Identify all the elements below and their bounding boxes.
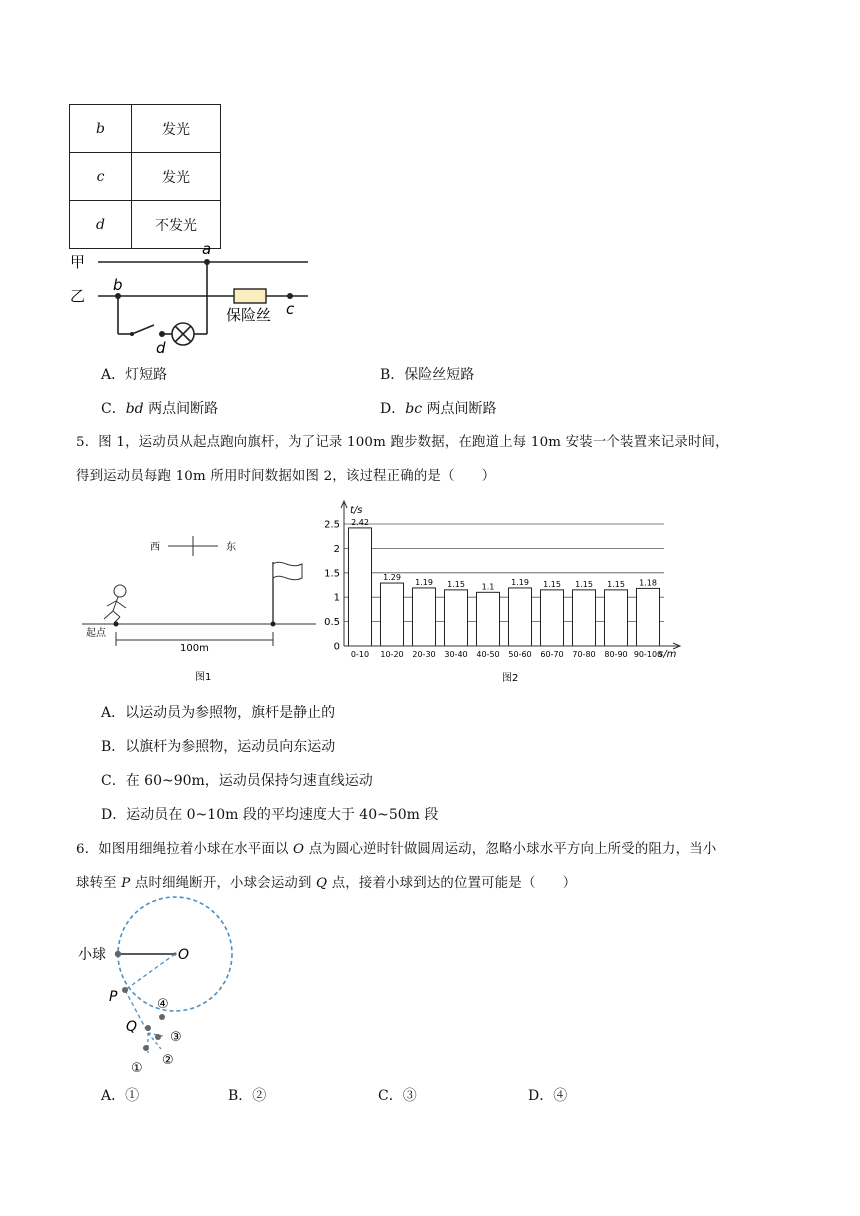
bar	[380, 583, 403, 646]
label-ball: 小球	[78, 947, 106, 963]
bar	[412, 588, 435, 646]
stem-text: 点为圆心逆时针做圆周运动，忽略小球水平方向上所受的阻力，当小	[304, 842, 717, 857]
label-distance: 100m	[180, 643, 209, 654]
stem-variable-q: Q	[316, 876, 328, 891]
q6-option-d[interactable]: D．④	[528, 1088, 568, 1104]
q4-option-c[interactable]	[101, 398, 218, 418]
x-tick-label: 0-10	[350, 650, 370, 659]
x-tick-label: 90-100	[633, 650, 663, 659]
label-p: P	[109, 989, 118, 1005]
label-jia: 甲	[70, 253, 86, 271]
x-axis-label: s/m	[658, 649, 677, 660]
bar	[636, 588, 659, 646]
table-cell-point: c	[70, 153, 132, 201]
q6-option-c[interactable]: C．③	[378, 1088, 417, 1104]
x-tick-label: 10-20	[380, 650, 404, 659]
label-east: 东	[226, 542, 236, 553]
x-tick-label: 70-80	[572, 650, 596, 659]
table-cell-point: d	[70, 201, 132, 249]
q4-option-b[interactable]: B．保险丝短路	[380, 367, 475, 383]
y-tick-label: 2	[333, 543, 340, 555]
q6-stem-line-2	[76, 872, 576, 891]
bar-value-label: 1.19	[511, 577, 529, 587]
bar	[508, 588, 531, 646]
q5-option-c[interactable]: C．在 60~90m，运动员保持匀速直线运动	[101, 773, 373, 789]
stem-text: 6．如图用细绳拉着小球在水平面以	[76, 842, 294, 857]
radius-op	[125, 954, 175, 990]
stem-text: 点时细绳断开，小球会运动到	[130, 876, 317, 891]
stem-variable-p: P	[121, 876, 131, 891]
bar-value-label: 1.19	[415, 577, 433, 587]
y-axis-label: t/s	[350, 505, 363, 516]
label-point-b: b	[113, 276, 123, 294]
table-cell-result: 发光	[132, 153, 221, 201]
q5-option-a[interactable]: A．以运动员为参照物，旗杆是静止的	[101, 705, 336, 721]
option-variable: bd	[125, 401, 144, 417]
table-cell-result: 发光	[132, 105, 221, 153]
stem-text: 点，接着小球到达的位置可能是（ ）	[327, 876, 577, 891]
label-point-d: d	[156, 339, 166, 357]
chart-x-ticks	[351, 650, 662, 659]
y-tick-label: 1	[333, 592, 340, 604]
bar-value-label: 1.15	[575, 579, 593, 589]
table-cell-point: b	[70, 105, 132, 153]
option-text: 两点间断路	[148, 401, 219, 417]
y-tick-label: 2.5	[324, 519, 340, 531]
table-row	[70, 153, 221, 201]
x-tick-label: 30-40	[444, 650, 468, 659]
q5-stem-line-1: 5．图 1，运动员从起点跑向旗杆，为了记录 100m 跑步数据，在跑道上每 10m 安装一个装置来记录时间，	[76, 435, 729, 450]
label-q: Q	[126, 1019, 138, 1035]
bar	[604, 590, 627, 646]
q6-stem-line-1	[76, 838, 716, 857]
label-yi: 乙	[70, 287, 86, 305]
bar-value-label: 1.18	[639, 578, 657, 588]
x-tick-label: 20-30	[412, 650, 436, 659]
label-position-3: ③	[170, 1030, 182, 1045]
bar-value-label: 1.29	[383, 573, 401, 583]
table-row	[70, 105, 221, 153]
bar-value-label: 1.15	[543, 579, 561, 589]
fuse-icon	[234, 289, 266, 303]
runner-diagram	[80, 520, 325, 690]
q6-option-a[interactable]: A．①	[101, 1088, 140, 1104]
q4-option-a[interactable]: A．灯短路	[101, 367, 168, 383]
q4-option-d[interactable]	[380, 398, 497, 418]
label-point-c: c	[286, 300, 295, 318]
bar-value-label: 2.42	[351, 517, 369, 527]
figure-1-caption: 图1	[195, 672, 212, 683]
bar-value-label: 1.15	[607, 579, 625, 589]
bar-value-label: 1.1	[481, 582, 495, 592]
label-position-2: ②	[162, 1053, 174, 1068]
chart-y-ticks	[324, 520, 340, 653]
q5-option-b[interactable]: B．以旗杆为参照物，运动员向东运动	[101, 739, 336, 755]
label-west: 西	[150, 542, 160, 553]
test-result-table	[69, 104, 221, 249]
table-cell-result: 不发光	[132, 201, 221, 249]
runner-icon	[114, 585, 126, 597]
bar	[444, 590, 467, 646]
label-point-a: a	[202, 240, 212, 258]
option-text: 两点间断路	[426, 401, 497, 417]
stem-variable-o: O	[293, 842, 305, 857]
label-o: O	[178, 947, 190, 963]
label-position-1: ①	[131, 1061, 143, 1076]
label-start: 起点	[86, 628, 106, 639]
y-tick-label: 0	[333, 641, 340, 653]
label-fuse: 保险丝	[226, 306, 272, 324]
bar	[572, 590, 595, 646]
circular-motion-diagram	[74, 893, 244, 1078]
option-prefix: D．	[380, 401, 406, 417]
bar	[476, 592, 499, 646]
ball-icon	[115, 951, 121, 957]
q6-option-b[interactable]: B．②	[228, 1088, 267, 1104]
q5-stem-line-2: 得到运动员每跑 10m 所用时间数据如图 2，该过程正确的是（ ）	[76, 469, 496, 484]
x-tick-label: 40-50	[476, 650, 500, 659]
y-tick-label: 0.5	[324, 617, 340, 629]
label-position-4: ④	[157, 997, 169, 1012]
circuit-diagram	[70, 238, 320, 358]
x-tick-label: 60-70	[540, 650, 564, 659]
option-prefix: C．	[101, 401, 126, 417]
x-tick-label: 80-90	[604, 650, 628, 659]
flag-icon	[273, 562, 302, 579]
chart-value-labels	[351, 518, 657, 591]
bar	[348, 528, 371, 646]
x-tick-label: 50-60	[508, 650, 532, 659]
bar	[540, 590, 563, 646]
y-tick-label: 1.5	[324, 568, 340, 580]
figure-2-caption: 图2	[502, 673, 519, 684]
q5-option-d[interactable]: D．运动员在 0~10m 段的平均速度大于 40~50m 段	[101, 807, 439, 823]
stem-text: 球转至	[76, 876, 122, 891]
switch-blade	[132, 325, 154, 334]
bar-value-label: 1.15	[447, 579, 465, 589]
time-bar-chart	[318, 498, 690, 690]
option-variable: bc	[405, 401, 423, 417]
